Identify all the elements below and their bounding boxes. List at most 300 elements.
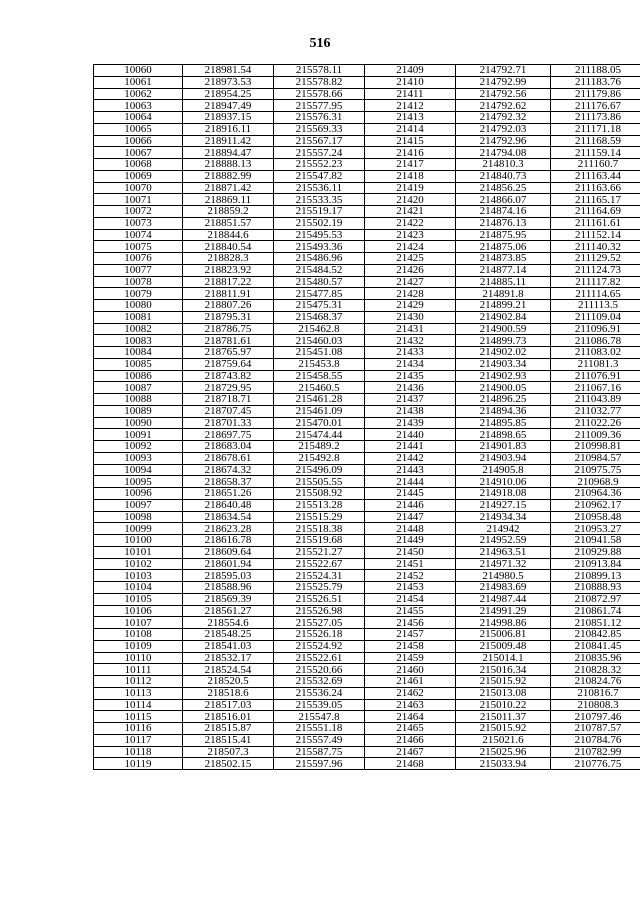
table-cell: 210929.88 xyxy=(551,546,640,558)
table-cell: 215458.55 xyxy=(274,370,365,382)
table-row xyxy=(94,758,640,770)
table-cell: 214971.32 xyxy=(456,558,551,570)
table-row xyxy=(94,699,640,711)
table-row xyxy=(94,441,640,453)
table-cell: 210964.36 xyxy=(551,488,640,500)
table-cell: 21436 xyxy=(365,382,456,394)
table-cell: 21438 xyxy=(365,405,456,417)
table-cell: 21466 xyxy=(365,734,456,746)
table-row xyxy=(94,311,640,323)
page-number: 516 xyxy=(309,36,331,51)
table-cell: 211096.91 xyxy=(551,323,640,335)
table-cell: 21459 xyxy=(365,652,456,664)
table-cell: 10077 xyxy=(94,264,183,276)
table-cell: 10069 xyxy=(94,170,183,182)
table-cell: 218515.41 xyxy=(183,734,274,746)
table-row xyxy=(94,629,640,641)
table-cell: 214875.06 xyxy=(456,241,551,253)
table-cell: 210841.45 xyxy=(551,640,640,652)
table-cell: 211183.76 xyxy=(551,76,640,88)
table-cell: 215557.49 xyxy=(274,734,365,746)
table-cell: 211152.14 xyxy=(551,229,640,241)
table-cell: 214900.59 xyxy=(456,323,551,335)
table-cell: 10097 xyxy=(94,499,183,511)
table-cell: 21446 xyxy=(365,499,456,511)
table-cell: 214792.99 xyxy=(456,76,551,88)
table-cell: 21442 xyxy=(365,452,456,464)
table-cell: 10085 xyxy=(94,358,183,370)
table-cell: 218869.11 xyxy=(183,194,274,206)
table-cell: 214875.95 xyxy=(456,229,551,241)
table-cell: 215520.66 xyxy=(274,664,365,676)
table-cell: 215533.35 xyxy=(274,194,365,206)
table-cell: 218515.87 xyxy=(183,723,274,735)
table-cell: 214980.5 xyxy=(456,570,551,582)
table-cell: 215526.18 xyxy=(274,629,365,641)
table-cell: 218973.53 xyxy=(183,76,274,88)
table-cell: 218640.48 xyxy=(183,499,274,511)
table-cell: 210787.57 xyxy=(551,723,640,735)
table-row xyxy=(94,429,640,441)
table-cell: 218765.97 xyxy=(183,347,274,359)
table-cell: 211163.44 xyxy=(551,170,640,182)
table-cell: 10115 xyxy=(94,711,183,723)
table-cell: 10099 xyxy=(94,523,183,535)
table-row xyxy=(94,65,640,77)
table-cell: 218616.78 xyxy=(183,535,274,547)
table-cell: 211124.73 xyxy=(551,264,640,276)
table-cell: 215015.92 xyxy=(456,723,551,735)
table-cell: 218954.25 xyxy=(183,88,274,100)
table-cell: 210899.13 xyxy=(551,570,640,582)
table-cell: 218569.39 xyxy=(183,593,274,605)
table-cell: 21417 xyxy=(365,159,456,171)
table-cell: 21449 xyxy=(365,535,456,547)
table-cell: 218516.01 xyxy=(183,711,274,723)
table-cell: 10096 xyxy=(94,488,183,500)
table-cell: 10100 xyxy=(94,535,183,547)
table-cell: 218595.03 xyxy=(183,570,274,582)
table-cell: 21431 xyxy=(365,323,456,335)
table-cell: 21441 xyxy=(365,441,456,453)
table-cell: 215033.94 xyxy=(456,758,551,770)
table-cell: 218701.33 xyxy=(183,417,274,429)
table-cell: 215470.01 xyxy=(274,417,365,429)
table-cell: 214792.62 xyxy=(456,100,551,112)
table-cell: 211076.91 xyxy=(551,370,640,382)
table-cell: 10089 xyxy=(94,405,183,417)
table-row xyxy=(94,558,640,570)
table-cell: 214810.3 xyxy=(456,159,551,171)
table-cell: 211164.69 xyxy=(551,206,640,218)
table-cell: 10065 xyxy=(94,123,183,135)
table-cell: 21425 xyxy=(365,253,456,265)
table-cell: 218916.11 xyxy=(183,123,274,135)
table-row xyxy=(94,499,640,511)
table-cell: 210888.93 xyxy=(551,582,640,594)
table-cell: 218911.42 xyxy=(183,135,274,147)
table-cell: 218718.71 xyxy=(183,394,274,406)
table-row xyxy=(94,264,640,276)
table-cell: 218548.25 xyxy=(183,629,274,641)
table-cell: 218507.3 xyxy=(183,746,274,758)
table-cell: 10062 xyxy=(94,88,183,100)
table-row xyxy=(94,76,640,88)
table-cell: 215474.44 xyxy=(274,429,365,441)
table-cell: 215587.75 xyxy=(274,746,365,758)
table-cell: 21432 xyxy=(365,335,456,347)
table-cell: 10092 xyxy=(94,441,183,453)
table-cell: 214894.36 xyxy=(456,405,551,417)
table-row xyxy=(94,535,640,547)
table-cell: 215519.17 xyxy=(274,206,365,218)
table-cell: 210808.3 xyxy=(551,699,640,711)
table-row xyxy=(94,229,640,241)
table-cell: 218795.31 xyxy=(183,311,274,323)
table-cell: 215536.11 xyxy=(274,182,365,194)
table-cell: 215547.82 xyxy=(274,170,365,182)
table-cell: 10080 xyxy=(94,300,183,312)
table-cell: 215522.67 xyxy=(274,558,365,570)
table-cell: 215578.82 xyxy=(274,76,365,88)
table-cell: 210913.84 xyxy=(551,558,640,570)
table-row xyxy=(94,100,640,112)
table-cell: 10107 xyxy=(94,617,183,629)
table-cell: 21424 xyxy=(365,241,456,253)
table-cell: 10076 xyxy=(94,253,183,265)
table-cell: 21434 xyxy=(365,358,456,370)
table-cell: 214910.06 xyxy=(456,476,551,488)
table-cell: 210968.9 xyxy=(551,476,640,488)
table-row xyxy=(94,170,640,182)
table-cell: 10063 xyxy=(94,100,183,112)
table-row xyxy=(94,382,640,394)
table-cell: 21414 xyxy=(365,123,456,135)
table-cell: 214856.25 xyxy=(456,182,551,194)
table-row xyxy=(94,511,640,523)
table-cell: 211043.89 xyxy=(551,394,640,406)
table-cell: 214792.03 xyxy=(456,123,551,135)
table-cell: 21462 xyxy=(365,687,456,699)
table-cell: 215521.27 xyxy=(274,546,365,558)
table-cell: 215526.51 xyxy=(274,593,365,605)
table-cell: 214998.86 xyxy=(456,617,551,629)
table-cell: 215518.38 xyxy=(274,523,365,535)
table-cell: 214952.59 xyxy=(456,535,551,547)
table-row xyxy=(94,300,640,312)
table-row xyxy=(94,734,640,746)
table-cell: 211117.82 xyxy=(551,276,640,288)
table-cell: 215524.92 xyxy=(274,640,365,652)
table-cell: 218781.61 xyxy=(183,335,274,347)
table-row xyxy=(94,88,640,100)
table-cell: 21422 xyxy=(365,217,456,229)
table-cell: 214876.13 xyxy=(456,217,551,229)
table-cell: 218678.61 xyxy=(183,452,274,464)
table-cell: 210824.76 xyxy=(551,676,640,688)
table-cell: 218786.75 xyxy=(183,323,274,335)
table-row xyxy=(94,241,640,253)
table-cell: 214885.11 xyxy=(456,276,551,288)
table-cell: 218859.2 xyxy=(183,206,274,218)
table-cell: 10086 xyxy=(94,370,183,382)
table-cell: 215460.5 xyxy=(274,382,365,394)
table-cell: 211081.3 xyxy=(551,358,640,370)
table-cell: 218844.6 xyxy=(183,229,274,241)
table-cell: 210784.76 xyxy=(551,734,640,746)
table-cell: 10090 xyxy=(94,417,183,429)
table-cell: 214792.96 xyxy=(456,135,551,147)
table-cell: 215532.69 xyxy=(274,676,365,688)
table-cell: 215578.11 xyxy=(274,65,365,77)
table-cell: 215468.37 xyxy=(274,311,365,323)
table-row xyxy=(94,617,640,629)
table-row xyxy=(94,347,640,359)
table-cell: 218561.27 xyxy=(183,605,274,617)
table-cell: 215496.09 xyxy=(274,464,365,476)
table-cell: 215010.22 xyxy=(456,699,551,711)
table-row xyxy=(94,582,640,594)
table-cell: 218518.6 xyxy=(183,687,274,699)
table-cell: 21411 xyxy=(365,88,456,100)
table-cell: 211161.61 xyxy=(551,217,640,229)
table-cell: 210975.75 xyxy=(551,464,640,476)
table-cell: 10109 xyxy=(94,640,183,652)
table-cell: 210984.57 xyxy=(551,452,640,464)
table-cell: 214903.34 xyxy=(456,358,551,370)
table-row xyxy=(94,194,640,206)
table-cell: 21455 xyxy=(365,605,456,617)
table-cell: 214896.25 xyxy=(456,394,551,406)
table-cell: 10083 xyxy=(94,335,183,347)
table-cell: 211086.78 xyxy=(551,335,640,347)
table-cell: 210851.12 xyxy=(551,617,640,629)
table-cell: 211114.65 xyxy=(551,288,640,300)
table-cell: 215486.96 xyxy=(274,253,365,265)
table-cell: 21428 xyxy=(365,288,456,300)
table-cell: 215461.09 xyxy=(274,405,365,417)
table-cell: 211163.66 xyxy=(551,182,640,194)
table-cell: 214895.85 xyxy=(456,417,551,429)
table-cell: 214794.08 xyxy=(456,147,551,159)
table-cell: 21430 xyxy=(365,311,456,323)
table-cell: 21451 xyxy=(365,558,456,570)
table-cell: 218517.03 xyxy=(183,699,274,711)
table-cell: 215013.08 xyxy=(456,687,551,699)
table-row xyxy=(94,546,640,558)
table-cell: 211067.16 xyxy=(551,382,640,394)
table-cell: 214927.15 xyxy=(456,499,551,511)
table-cell: 21454 xyxy=(365,593,456,605)
table-cell: 21468 xyxy=(365,758,456,770)
table-cell: 218828.3 xyxy=(183,253,274,265)
table-cell: 214899.21 xyxy=(456,300,551,312)
table-cell: 210861.74 xyxy=(551,605,640,617)
table-cell: 210797.46 xyxy=(551,711,640,723)
table-cell: 214942 xyxy=(456,523,551,535)
table-cell: 214840.73 xyxy=(456,170,551,182)
table-cell: 214898.65 xyxy=(456,429,551,441)
table-cell: 215015.92 xyxy=(456,676,551,688)
table-cell: 215489.2 xyxy=(274,441,365,453)
table-cell: 215569.33 xyxy=(274,123,365,135)
table-cell: 214918.08 xyxy=(456,488,551,500)
table-cell: 10103 xyxy=(94,570,183,582)
table-row xyxy=(94,652,640,664)
table-cell: 21418 xyxy=(365,170,456,182)
table-row xyxy=(94,323,640,335)
table-cell: 214899.73 xyxy=(456,335,551,347)
table-row xyxy=(94,147,640,159)
table-cell: 218937.15 xyxy=(183,112,274,124)
table-cell: 218840.54 xyxy=(183,241,274,253)
table-cell: 211109.04 xyxy=(551,311,640,323)
table-row xyxy=(94,394,640,406)
table-cell: 21410 xyxy=(365,76,456,88)
table-cell: 218981.54 xyxy=(183,65,274,77)
table-cell: 21416 xyxy=(365,147,456,159)
table-cell: 218588.96 xyxy=(183,582,274,594)
table-row xyxy=(94,640,640,652)
table-cell: 215597.96 xyxy=(274,758,365,770)
table-cell: 21433 xyxy=(365,347,456,359)
table-cell: 10106 xyxy=(94,605,183,617)
table-cell: 215502.19 xyxy=(274,217,365,229)
table-cell: 10118 xyxy=(94,746,183,758)
table-cell: 210872.97 xyxy=(551,593,640,605)
table-cell: 215522.61 xyxy=(274,652,365,664)
table-cell: 210782.99 xyxy=(551,746,640,758)
table-cell: 21443 xyxy=(365,464,456,476)
table-cell: 10084 xyxy=(94,347,183,359)
table-cell: 10061 xyxy=(94,76,183,88)
table-cell: 218658.37 xyxy=(183,476,274,488)
table-cell: 215006.81 xyxy=(456,629,551,641)
table-cell: 10112 xyxy=(94,676,183,688)
table-cell: 214902.02 xyxy=(456,347,551,359)
table-cell: 211129.52 xyxy=(551,253,640,265)
table-cell: 10060 xyxy=(94,65,183,77)
table-cell: 215526.98 xyxy=(274,605,365,617)
table-cell: 218502.15 xyxy=(183,758,274,770)
table-cell: 215484.52 xyxy=(274,264,365,276)
table-cell: 21437 xyxy=(365,394,456,406)
table-cell: 10066 xyxy=(94,135,183,147)
table-cell: 10073 xyxy=(94,217,183,229)
table-cell: 10091 xyxy=(94,429,183,441)
table-row xyxy=(94,159,640,171)
table-cell: 10114 xyxy=(94,699,183,711)
table-cell: 211176.67 xyxy=(551,100,640,112)
table-row xyxy=(94,182,640,194)
table-cell: 215539.05 xyxy=(274,699,365,711)
table-cell: 215009.48 xyxy=(456,640,551,652)
table-cell: 215552.23 xyxy=(274,159,365,171)
table-cell: 21415 xyxy=(365,135,456,147)
table-cell: 214991.29 xyxy=(456,605,551,617)
table-cell: 215515.29 xyxy=(274,511,365,523)
table-cell: 218851.57 xyxy=(183,217,274,229)
table-row xyxy=(94,253,640,265)
table-row xyxy=(94,593,640,605)
table-cell: 211160.7 xyxy=(551,159,640,171)
table-cell: 210816.7 xyxy=(551,687,640,699)
table-cell: 218817.22 xyxy=(183,276,274,288)
table-cell: 10070 xyxy=(94,182,183,194)
table-cell: 21457 xyxy=(365,629,456,641)
table-cell: 215461.28 xyxy=(274,394,365,406)
table-cell: 211022.26 xyxy=(551,417,640,429)
table-cell: 21460 xyxy=(365,664,456,676)
table-cell: 210828.32 xyxy=(551,664,640,676)
table-cell: 21419 xyxy=(365,182,456,194)
table-cell: 218683.04 xyxy=(183,441,274,453)
table-row xyxy=(94,206,640,218)
table-row xyxy=(94,417,640,429)
table-cell: 10111 xyxy=(94,664,183,676)
table-cell: 10082 xyxy=(94,323,183,335)
table-row xyxy=(94,405,640,417)
table-cell: 218894.47 xyxy=(183,147,274,159)
table-cell: 10081 xyxy=(94,311,183,323)
coordinates-table xyxy=(93,64,640,770)
table-cell: 10102 xyxy=(94,558,183,570)
table-cell: 21413 xyxy=(365,112,456,124)
table-cell: 215014.1 xyxy=(456,652,551,664)
table-cell: 21409 xyxy=(365,65,456,77)
table-cell: 10068 xyxy=(94,159,183,171)
table-cell: 21440 xyxy=(365,429,456,441)
table-cell: 215576.31 xyxy=(274,112,365,124)
table-cell: 214792.56 xyxy=(456,88,551,100)
table-cell: 215477.85 xyxy=(274,288,365,300)
table-cell: 218634.54 xyxy=(183,511,274,523)
table-cell: 218807.26 xyxy=(183,300,274,312)
table-cell: 10108 xyxy=(94,629,183,641)
table-cell: 10101 xyxy=(94,546,183,558)
table-cell: 21444 xyxy=(365,476,456,488)
table-cell: 10067 xyxy=(94,147,183,159)
table-cell: 211113.5 xyxy=(551,300,640,312)
table-cell: 21453 xyxy=(365,582,456,594)
table-cell: 210842.85 xyxy=(551,629,640,641)
table-cell: 218888.13 xyxy=(183,159,274,171)
table-row xyxy=(94,358,640,370)
table-cell: 10072 xyxy=(94,206,183,218)
table-cell: 215495.53 xyxy=(274,229,365,241)
table-cell: 214905.8 xyxy=(456,464,551,476)
table-cell: 214873.85 xyxy=(456,253,551,265)
table-cell: 218882.99 xyxy=(183,170,274,182)
table-row xyxy=(94,570,640,582)
table-cell: 211009.36 xyxy=(551,429,640,441)
table-cell: 218541.03 xyxy=(183,640,274,652)
table-cell: 211188.05 xyxy=(551,65,640,77)
table-cell: 10110 xyxy=(94,652,183,664)
table-cell: 10104 xyxy=(94,582,183,594)
table-cell: 218871.42 xyxy=(183,182,274,194)
table-cell: 10095 xyxy=(94,476,183,488)
table-cell: 10079 xyxy=(94,288,183,300)
table-cell: 10093 xyxy=(94,452,183,464)
table-cell: 218524.54 xyxy=(183,664,274,676)
table-cell: 218759.64 xyxy=(183,358,274,370)
table-cell: 211159.14 xyxy=(551,147,640,159)
table-row xyxy=(94,476,640,488)
table-cell: 214963.51 xyxy=(456,546,551,558)
table-row xyxy=(94,723,640,735)
table-cell: 21456 xyxy=(365,617,456,629)
